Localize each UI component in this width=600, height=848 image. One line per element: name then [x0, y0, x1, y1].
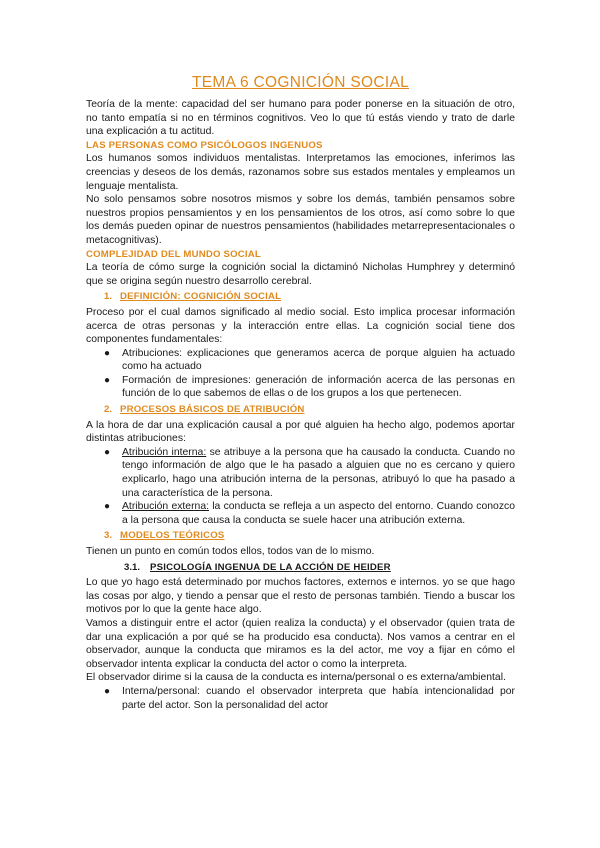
- bullet-list: [86, 446, 515, 528]
- numbered-heading-3: [86, 529, 515, 543]
- heading-text: MODELOS TEÓRICOS: [120, 530, 225, 542]
- paragraph: Lo que yo hago está determinado por muchos factores, externos e internos. yo se que hago las cosas por algo, y tiendo a pensar que el resto de personas también. Tiendo a buscar los motivos por lo que la gente hace algo.: [86, 577, 515, 616]
- bullet-icon: ●: [104, 347, 111, 359]
- bullet-icon: ●: [104, 446, 111, 458]
- list-item: ● Formación de impresiones: generación de información acerca de las personas en función de lo que sabemos de ellas o de los grupos a los que pertenecen.: [104, 374, 515, 400]
- heading-number: 3.1.: [123, 561, 140, 573]
- paragraph: Tienen un punto en común todos ellos, todos van de lo mismo.: [86, 546, 375, 557]
- term-label: Atribución externa:: [122, 501, 209, 513]
- paragraph: A la hora de dar una explicación causal a por qué alguien ha hecho algo, podemos aportar distintas atribuciones:: [86, 419, 515, 445]
- term-label: Atribución interna:: [122, 446, 207, 458]
- heading-number: 1.: [103, 291, 112, 303]
- bullet-list: [86, 347, 515, 401]
- paragraph: La teoría de cómo surge la cognición social la dictaminó Nicholas Humphrey y determinó que se origina según nuestro desarrollo cerebral.: [86, 262, 515, 287]
- list-item: ● Interna/personal: cuando el observador interpreta que había intencionalidad por parte del actor. Son la personalidad del actor: [104, 685, 515, 711]
- heading-number: 3.: [103, 530, 112, 542]
- bullet-icon: ●: [104, 374, 111, 386]
- paragraph: Proceso por el cual damos significado al medio social. Esto implica procesar información acerca de otras personas y la interacción entre ellas. La cognición social tiene dos componentes fundamentales:: [86, 306, 515, 346]
- list-item: ● Atribución interna: se atribuye a la persona que ha causado la conducta. Cuando no tengo información de algo que le ha pasado a alguien que no es cercano y quiero explicarlo, hago una atribución interna de la personas, atribuyó lo que ha pasado a una característica de la persona.: [104, 446, 516, 499]
- paragraph: Los humanos somos individuos mentalistas. Interpretamos las emociones, inferimos las creencias y deseos de los demás, razonamos sobre sus estados mentales y empleamos un lenguaje mentalista.: [86, 153, 515, 192]
- numbered-heading-3-1: [86, 561, 515, 575]
- heading-text: PSICOLOGÍA INGENUA DE LA ACCIÓN DE HEIDER: [150, 561, 391, 573]
- numbered-heading-1: [86, 290, 515, 304]
- paragraph: El observador dirime si la causa de la conducta es interna/personal o es externa/ambiental.: [86, 672, 506, 684]
- heading-text: PROCESOS BÁSICOS DE ATRIBUCIÓN: [120, 404, 305, 416]
- bullet-list: [86, 685, 515, 712]
- section-heading-psicologos: LAS PERSONAS COMO PSICÓLOGOS INGENUOS: [86, 139, 323, 151]
- bullet-icon: ●: [104, 501, 111, 513]
- list-item: ● Atribuciones: explicaciones que generamos acerca de porque alguien ha actuado como ha actuado: [104, 347, 515, 373]
- intro-paragraph: Teoría de la mente: capacidad del ser humano para poder ponerse en la situación de otro, no tanto empatía si no en términos cognitivos. Veo lo que tú estás viendo y trato de darle una explicación a tu actitud.: [86, 99, 515, 138]
- list-item: ● Atribución externa: la conducta se refleja a un aspecto del entorno. Cuando conozco a la persona que causa la conducta se suele hacer una atribución externa.: [104, 501, 515, 526]
- paragraph: Vamos a distinguir entre el actor (quien realiza la conducta) y el observador (quien trata de dar una explicación a por qué se ha producido esa conducta). Nos vamos a centrar en el observador, aunque la conducta que miramos es la del actor, me voy a fijar en cómo el observador intenta explicar la conducta del actor o como la interpreta.: [86, 617, 515, 670]
- document-page: [86, 74, 515, 712]
- paragraph: No solo pensamos sobre nosotros mismos y sobre los demás, también pensamos sobre nuestros propios pensamientos y en los pensamientos de los otros, así como sobre lo que los demás pueden opinar de nuestros pensamientos (habilidades metarrepresentacionales o metacognitivas).: [86, 194, 515, 246]
- page-title: TEMA 6 COGNICIÓN SOCIAL: [191, 74, 410, 91]
- numbered-heading-2: [86, 403, 515, 417]
- section-heading-complejidad: COMPLEJIDAD DEL MUNDO SOCIAL: [86, 248, 261, 260]
- heading-number: 2.: [103, 404, 112, 416]
- bullet-icon: ●: [104, 685, 111, 697]
- heading-text: DEFINICIÓN: COGNICIÓN SOCIAL: [120, 291, 282, 303]
